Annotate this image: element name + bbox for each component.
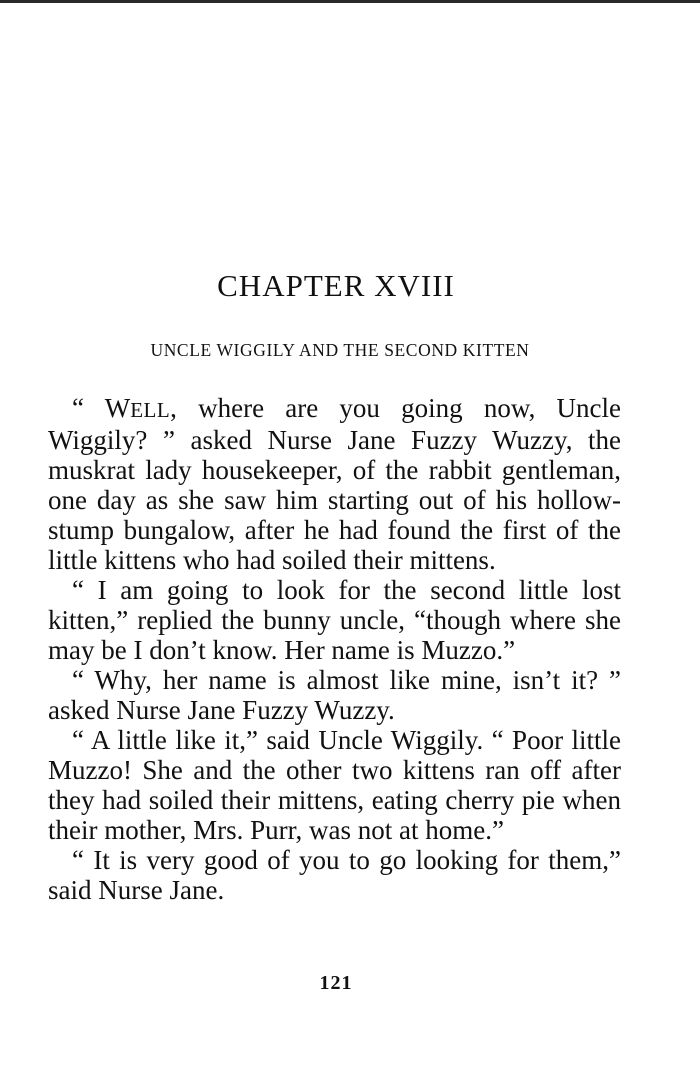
body-text [48,393,621,905]
paragraph-1-text: , where are you going now, Uncle Wiggily? ” asked Nurse Jane Fuzzy Wuzzy, the muskrat lady housekeeper, of the rabbit gentleman, one day as she saw him starting out of his hollow-stump bungalow, after he had found the first of the little kittens who had soiled their mittens. [48,393,621,575]
chapter-subtitle: UNCLE WIGGILY AND THE SECOND KITTEN [150,340,530,360]
paragraph-3: “ Why, her name is almost like mine, isn’t it? ” asked Nurse Jane Fuzzy Wuzzy. [48,665,621,725]
opening-word-small-caps: ELL [130,398,171,422]
paragraph-4: “ A little like it,” said Uncle Wiggily. “ Poor little Muzzo! She and the other two kittens ran off after they had soiled their mittens, eating cherry pie when their mother, Mrs. Purr, was not at home.” [48,725,621,845]
paragraph-5: “ It is very good of you to go looking for them,” said Nurse Jane. [48,845,621,905]
page-number: 121 [319,972,353,994]
opening-word: “ W [72,393,131,423]
paragraph-1 [48,393,621,575]
paragraph-2: “ I am going to look for the second little lost kitten,” replied the bunny uncle, “though where she may be I don’t know. Her name is Muzzo.” [48,575,621,665]
chapter-title: CHAPTER XVIII [217,268,455,303]
top-rule [0,0,700,3]
